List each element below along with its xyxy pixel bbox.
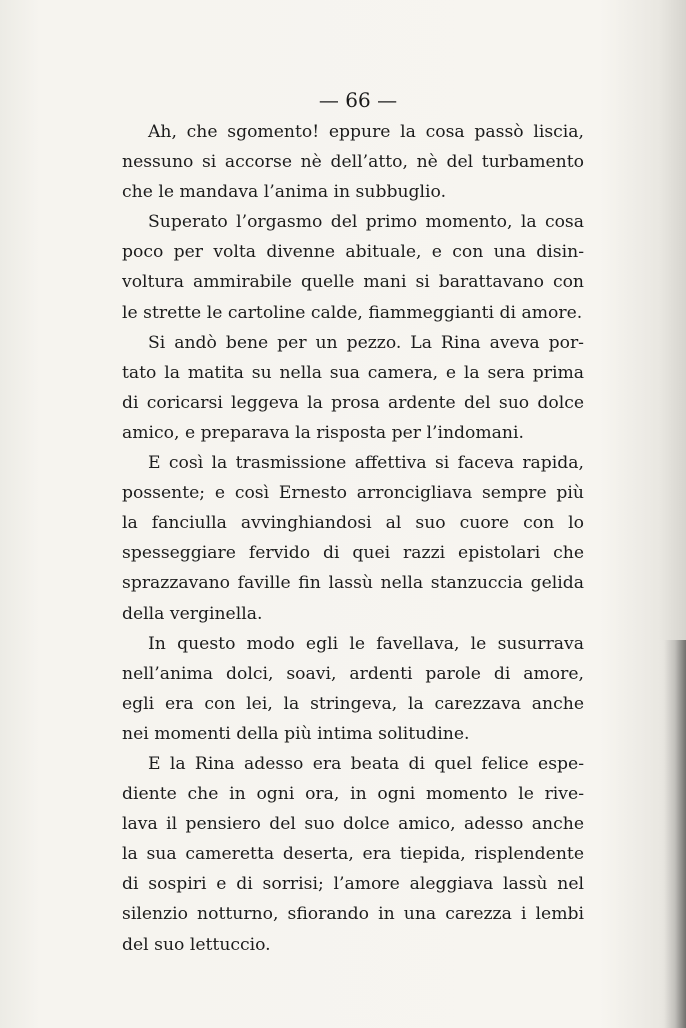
paragraph bbox=[122, 749, 584, 960]
text-line: nei momenti della più intima solitudine. bbox=[122, 723, 470, 744]
text-line: poco per volta divenne abituale, e con una disin- bbox=[122, 242, 584, 263]
paragraph bbox=[122, 448, 584, 629]
text-line: lava il pensiero del suo dolce amico, adesso anche bbox=[122, 814, 584, 835]
text-line: tato la matita su nella sua camera, e la sera prima bbox=[122, 362, 584, 383]
text-line: possente; e così Ernesto arroncigliava sempre più bbox=[122, 483, 584, 504]
text-line: Superato l’orgasmo del primo momento, la cosa bbox=[148, 212, 584, 233]
paragraph bbox=[122, 207, 584, 327]
paragraph bbox=[122, 117, 584, 207]
text-line: nell’anima dolci, soavi, ardenti parole di amore, bbox=[122, 663, 584, 684]
text-line: di sospiri e di sorrisi; l’amore aleggiava lassù nel bbox=[122, 874, 584, 895]
text-line: la fanciulla avvinghiandosi al suo cuore con lo bbox=[122, 513, 584, 534]
text-line: spesseggiare fervido di quei razzi epistolari che bbox=[122, 543, 584, 564]
text-line: sprazzavano faville fin lassù nella stanzuccia gelida bbox=[122, 573, 584, 594]
paragraph bbox=[122, 328, 584, 448]
text-line: nessuno si accorse nè dell’atto, nè del turbamento bbox=[122, 152, 584, 173]
page-number: — 66 — bbox=[318, 88, 398, 112]
text-line: In questo modo egli le favellava, le susurrava bbox=[148, 633, 584, 654]
text-line: diente che in ogni ora, in ogni momento le rive- bbox=[122, 784, 584, 805]
text-line: egli era con lei, la stringeva, la carezzava anche bbox=[122, 693, 584, 714]
text-line: E la Rina adesso era beata di quel felice espe- bbox=[148, 753, 584, 774]
text-line: le strette le cartoline calde, fiammeggianti di amore. bbox=[122, 302, 583, 323]
page-edge-shadow bbox=[664, 640, 686, 1028]
text-line: Si andò bene per un pezzo. La Rina aveva por- bbox=[148, 332, 584, 353]
body-text bbox=[122, 117, 584, 960]
text-line: di coricarsi leggeva la prosa ardente del suo dolce bbox=[122, 392, 584, 413]
text-line: che le mandava l’anima in subbuglio. bbox=[122, 182, 447, 203]
text-line: del suo lettuccio. bbox=[122, 934, 271, 955]
text-line: Ah, che sgomento! eppure la cosa passò liscia, bbox=[148, 122, 584, 142]
paragraph bbox=[122, 629, 584, 749]
text-line: silenzio notturno, sfiorando in una carezza i lembi bbox=[122, 904, 584, 925]
text-line: della verginella. bbox=[122, 603, 263, 624]
text-line: la sua cameretta deserta, era tiepida, risplendente bbox=[122, 844, 584, 865]
text-line: E così la trasmissione affettiva si faceva rapida, bbox=[148, 453, 584, 474]
text-line: voltura ammirabile quelle mani si barattavano con bbox=[122, 272, 584, 293]
text-line: amico, e preparava la risposta per l’indomani. bbox=[122, 422, 524, 443]
